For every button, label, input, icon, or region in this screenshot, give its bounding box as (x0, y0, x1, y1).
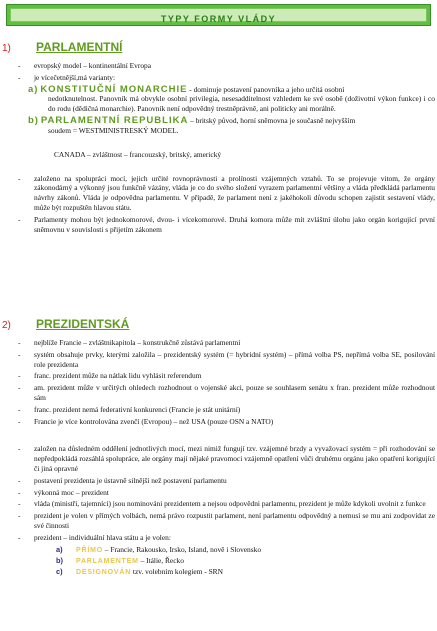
list-item: - výkonná moc – prezident (18, 487, 109, 497)
list-item: - založen na důsledném oddělení jednotlivých mocí, mezi nimiž fungují tzv. vzájemné brzdy a vyvažovací systém = při rozhodování se nepředpokládá rozsáhlá spolupráce, ale orgány mají nějaké pravomoci vzájemně opatření vůči druhému orgánu jako opatření korigující či jiná opravné (18, 444, 435, 473)
list-item: - systém obsahuje prvky, kterými založila – prezidentský systém (= hybridní systém) – přímá volba PS, nepřímá volba SE, posilování role prezidenta (18, 349, 435, 369)
election-type-b: b) PARLAMENTEM – Itálie, Řecko (56, 555, 184, 565)
list-item: - prezident je volen v přímých volbách, nemá právo rozpustit parlament, není parlamentu odpovědný a nemusí se mu ani zodpovídat ze své činnosti (18, 511, 435, 530)
list-item: - Francie je více kontrolována zvenčí (Evropou) – než USA (pouze OSN a NATO) (18, 416, 274, 426)
title-banner (6, 4, 431, 26)
variant-a-heading (6, 85, 435, 95)
list-item: - prezident – individuální hlava státu a je volen: (18, 532, 171, 542)
section-2-number: 2) (2, 320, 11, 331)
election-keyword: PŘÍMO (76, 546, 103, 554)
section-1-title: PARLAMENTNÍ (36, 40, 123, 54)
variant-a-lead: - dominuje postavení panovníka a jeho určitá osobní (187, 84, 345, 94)
section-2-body (6, 338, 435, 578)
election-keyword: PARLAMENTEM (76, 557, 139, 565)
variant-b-lead: – britský původ, horní sněmovna je současně nejvyšším (188, 115, 356, 125)
variant-b-text: soudem = WESTMINISTRESKÝ MODEL. (48, 125, 179, 135)
election-keyword: DESIGNOVÁN (76, 568, 132, 576)
list-item: - je vícečetnější,má varianty: (18, 72, 116, 82)
election-type-c: c) DESIGNOVÁN tzv. volebním kolegiem - SRN (56, 566, 223, 576)
list-item: - vláda (ministři, tajemníci) jsou nominováni prezidentem a nejsou odpovědni parlamentu, prezident je může kdykoli uvolnit z funkce (18, 499, 426, 509)
title-banner-inner (10, 8, 427, 22)
canada-note: CANADA – zvláštnost – francouzský, britský, americký (54, 149, 222, 159)
election-type-a: a) PŘÍMO – Francie, Rakousko, Irsko, Island, nově i Slovensko (56, 544, 262, 554)
list-item: - evropský model – kontinentální Evropa (18, 61, 151, 70)
list-item: - nejblíže Francie – zvláštnikapitola – konstrukčně zůstává parlamentní (18, 338, 241, 347)
variant-a-label: KONSTITUČNÍ MONARCHIE (40, 83, 188, 95)
list-item: - am. prezident může v určitých ohledech rozhodnout o vojenské akci, pouze se souhlasem senátu x fran. prezident může rozhodnout sám (18, 383, 435, 402)
variant-b-label: PARLAMENTNÍ REPUBLIKA (40, 114, 189, 126)
section-1-number: 1) (2, 43, 11, 54)
list-item: - Parlamenty mohou být jednokomorové, dvou- i vícekomorové. Druhá komora může mít zvláštní úlohu jako orgán korigující první sněmovnu v souvislosti s přijetím zákonem (18, 214, 435, 234)
list-item: - franc. prezident může na nátlak lidu vyhlásit referendum (18, 371, 202, 381)
spacer (6, 428, 435, 444)
list-item: - franc. prezident nemá federativní konkurenci (Francie je stát unitární) (18, 404, 241, 414)
variant-b-heading (6, 116, 435, 126)
list-item: - založeno na spolupráci mocí, jejich určité rovnoprávnosti a prolínosti vzájemných vztahů. To se projevuje vitom, že orgány zákonodárný a výkonný jsou funkčně vázány, vláda je co do svého složení vyrazem parlamentní většiny a vláda předkládá parlamentu návrhy zákonů. Vláda je odpovědna parlamentu. V případě, že parlament není z jakéhokoli důvodu schopen zajistit sestavení vlády, může být rozpuštěn hlavou státu. (18, 173, 435, 212)
variant-a-text: nedotknutelnost. Panovník má obvykle osobní privilegia, nesesadditelnost vzhledem ke své osobě (doživotní výkon funkce) i co do rodu (dědičná monarchie). Panovník není odpovědný trestněprávně, ani politicky ani morálně. (48, 94, 435, 114)
variant-a-letter: a) (28, 83, 39, 95)
document-title: TYPY FORMY VLÁDY (160, 14, 277, 24)
list-item: - postavení prezidenta je ústavně silnější než postavení parlamentu (18, 475, 227, 485)
variant-b-letter: b) (28, 114, 39, 126)
section-1-body (6, 61, 435, 236)
section-2-title: PREZIDENTSKÁ (36, 317, 130, 331)
